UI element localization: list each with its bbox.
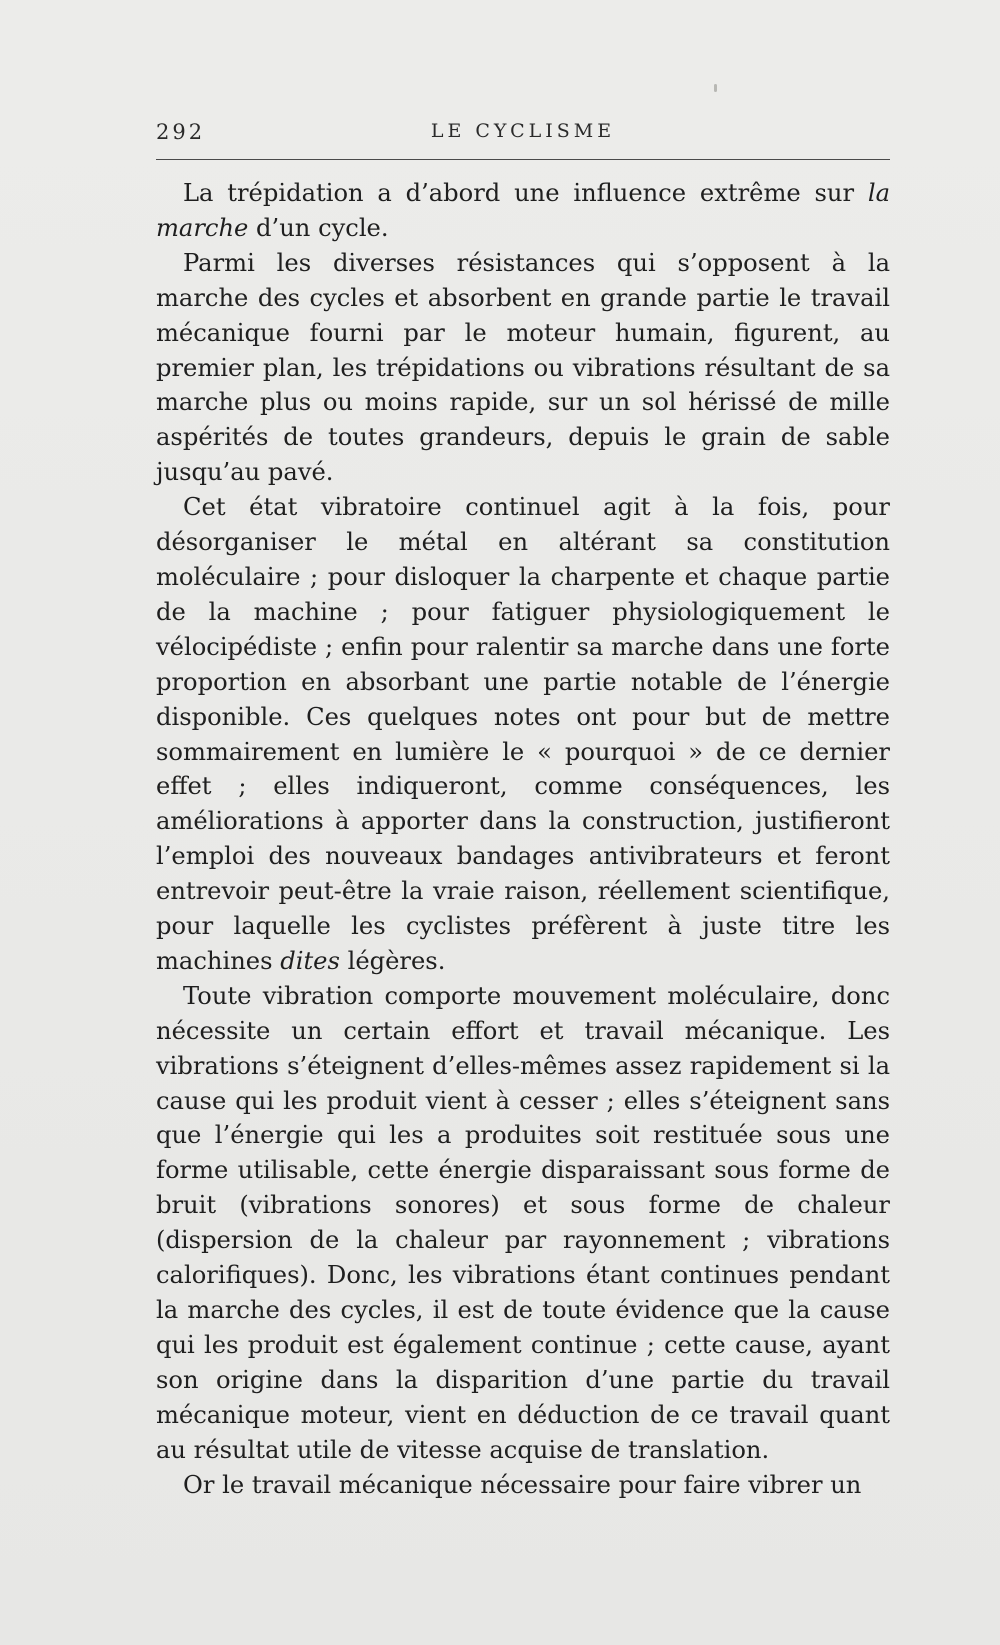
page-number: 292 bbox=[156, 120, 206, 144]
text-run: Cet état vibratoire continuel agit à la fois, pour désorganiser le métal en altérant sa constitution moléculaire ; pour disloquer la charpente et chaque partie de la machine ; pour fatiguer physiologiquement le vélocipédiste ; enfin pour ralentir sa marche dans une forte proportion en absorbant une partie notable de l’énergie disponible. Ces quelques notes ont pour but de mettre sommairement en lumière le « pourquoi » de ce dernier effet ; elles indiqueront, comme conséquences, les améliorations à apporter dans la construction, justifieront l’emploi des nouveaux bandages antivibrateurs et feront entrevoir peut-être la vraie raison, réellement scientifique, pour laquelle les cyclistes préfèrent à juste titre les machines bbox=[156, 493, 890, 975]
paragraph bbox=[156, 176, 890, 246]
text-run: Toute vibration comporte mouvement moléculaire, donc nécessite un certain effort et travail mécanique. Les vibrations s’éteignent d’elles-mêmes assez rapidement si la cause qui les produit vient à cesser ; elles s’éteignent sans que l’énergie qui les a produites soit restituée sous une forme utilisable, cette énergie disparaissant sous forme de bruit (vibrations sonores) et sous forme de chaleur (dispersion de la chaleur par rayonnement ; vibrations calorifiques). Donc, les vibrations étant continues pendant la marche des cycles, il est de toute évidence que la cause qui les produit est également continue ; cette cause, ayant son origine dans la disparition d’une partie du travail mécanique moteur, vient en déduction de ce travail quant au résultat utile de vitesse acquise de translation. bbox=[156, 981, 890, 1464]
paragraph bbox=[156, 490, 890, 979]
paragraph bbox=[156, 246, 890, 490]
page-header bbox=[156, 116, 890, 150]
italic-text-run: la marche bbox=[156, 179, 890, 242]
italic-text-run: dites bbox=[280, 946, 340, 975]
text-run: Parmi les diverses résistances qui s’opposent à la marche des cycles et absorbent en grande partie le travail mécanique fourni par le moteur humain, figurent, au premier plan, les trépidations ou vibrations résultant de sa marche plus ou moins rapide, sur un sol hérissé de mille aspérités de toutes grandeurs, depuis le grain de sable jusqu’au pavé. bbox=[156, 248, 890, 487]
text-run: Or le travail mécanique nécessaire pour faire vibrer un bbox=[183, 1470, 862, 1499]
running-title: LE CYCLISME bbox=[430, 120, 616, 142]
ink-smudge bbox=[714, 84, 717, 92]
paragraph bbox=[156, 1468, 890, 1503]
text-run: La trépidation a d’abord une influence extrême sur bbox=[183, 179, 868, 207]
paragraph bbox=[156, 979, 890, 1468]
body-text bbox=[156, 176, 890, 1502]
header-rule bbox=[156, 159, 890, 160]
text-run: d’un cycle. bbox=[248, 213, 389, 242]
text-run: légères. bbox=[339, 946, 446, 975]
